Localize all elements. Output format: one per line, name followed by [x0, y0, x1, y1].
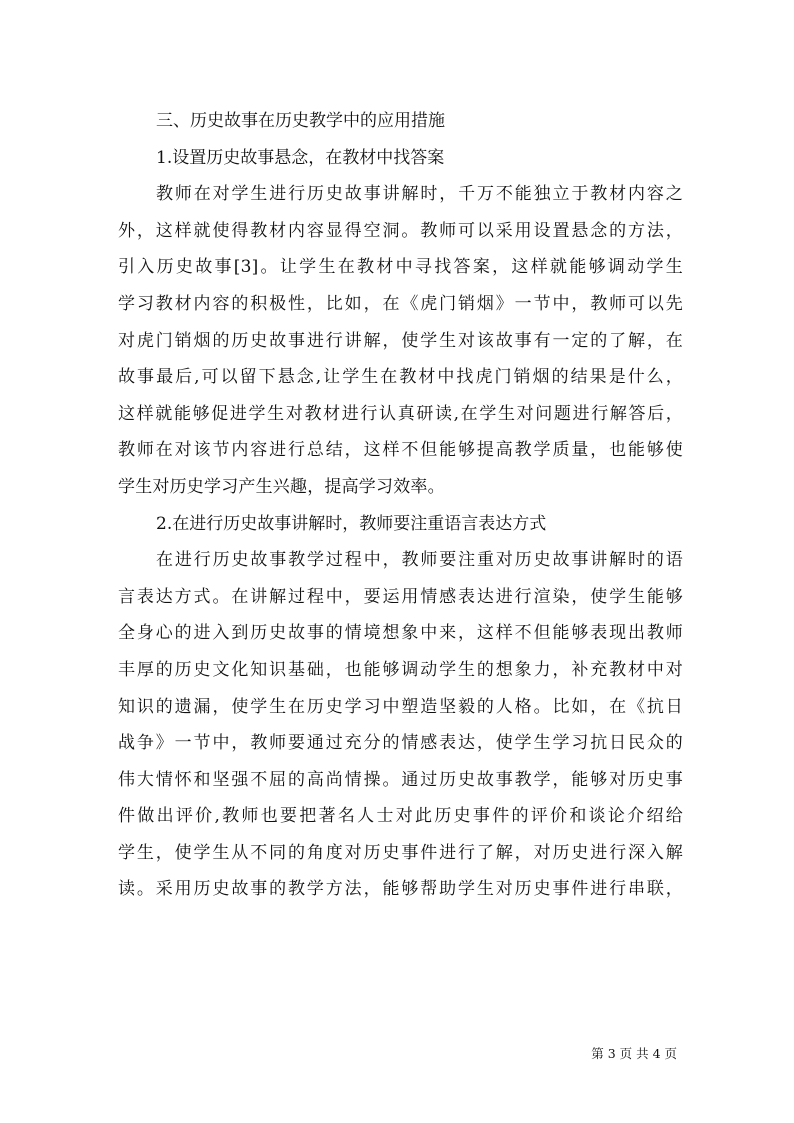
paragraph-2-line: 伟大情怀和坚强不屈的高尚情操。通过历史故事教学，能够对历史事	[118, 769, 683, 790]
paragraph-1-line: 教师在对学生进行历史故事讲解时，千万不能独立于教材内容之	[156, 184, 683, 205]
paragraph-1-line: 学习教材内容的积极性，比如，在《虎门销烟》一节中，教师可以先	[118, 293, 683, 314]
page-number-footer: 第 3 页 共 4 页	[591, 1046, 677, 1061]
section-heading: 三、历史故事在历史教学中的应用措施	[156, 111, 445, 131]
paragraph-2-line: 学生，使学生从不同的角度对历史事件进行了解，对历史进行深入解	[118, 842, 683, 863]
paragraph-1-line: 这样就能够促进学生对教材进行认真研读,在学生对问题进行解答后，	[118, 403, 683, 424]
paragraph-2-line: 丰厚的历史文化知识基础，也能够调动学生的想象力，补充教材中对	[118, 659, 683, 680]
paragraph-2	[118, 542, 683, 908]
paragraph-1-line: 外，这样就使得教材内容显得空洞。教师可以采用设置悬念的方法，	[118, 220, 683, 241]
paragraph-1-line: 对虎门销烟的历史故事进行讲解，使学生对该故事有一定的了解，在	[118, 330, 683, 351]
paragraph-1-line: 故事最后,可以留下悬念,让学生在教材中找虎门销烟的结果是什么，	[118, 367, 683, 388]
paragraph-1-line: 学生对历史学习产生兴趣，提高学习效率。	[118, 476, 445, 497]
paragraph-1-line: 引入历史故事[3]。让学生在教材中寻找答案，这样就能够调动学生	[118, 257, 683, 278]
subheading-2: 2.在进行历史故事讲解时，教师要注重语言表达方式	[156, 513, 547, 534]
paragraph-2-line: 件做出评价,教师也要把著名人士对此历史事件的评价和谈论介绍给	[118, 806, 683, 827]
paragraph-2-line: 知识的遗漏，使学生在历史学习中塑造坚毅的人格。比如，在《抗日	[118, 696, 683, 717]
paragraph-2-line: 读。采用历史故事的教学方法，能够帮助学生对历史事件进行串联，	[118, 879, 683, 900]
paragraph-2-line: 战争》一节中，教师要通过充分的情感表达，使学生学习抗日民众的	[118, 733, 683, 754]
paragraph-2-line: 在进行历史故事教学过程中，教师要注重对历史故事讲解时的语	[156, 550, 683, 571]
subheading-1: 1.设置历史故事悬念，在教材中找答案	[156, 147, 445, 168]
paragraph-1	[118, 176, 683, 505]
page-content	[118, 103, 683, 908]
paragraph-1-line: 教师在对该节内容进行总结，这样不但能够提高教学质量，也能够使	[118, 440, 683, 461]
paragraph-2-line: 言表达方式。在讲解过程中，要运用情感表达进行渲染，使学生能够	[118, 586, 683, 607]
paragraph-2-line: 全身心的进入到历史故事的情境想象中来，这样不但能够表现出教师	[118, 623, 683, 644]
